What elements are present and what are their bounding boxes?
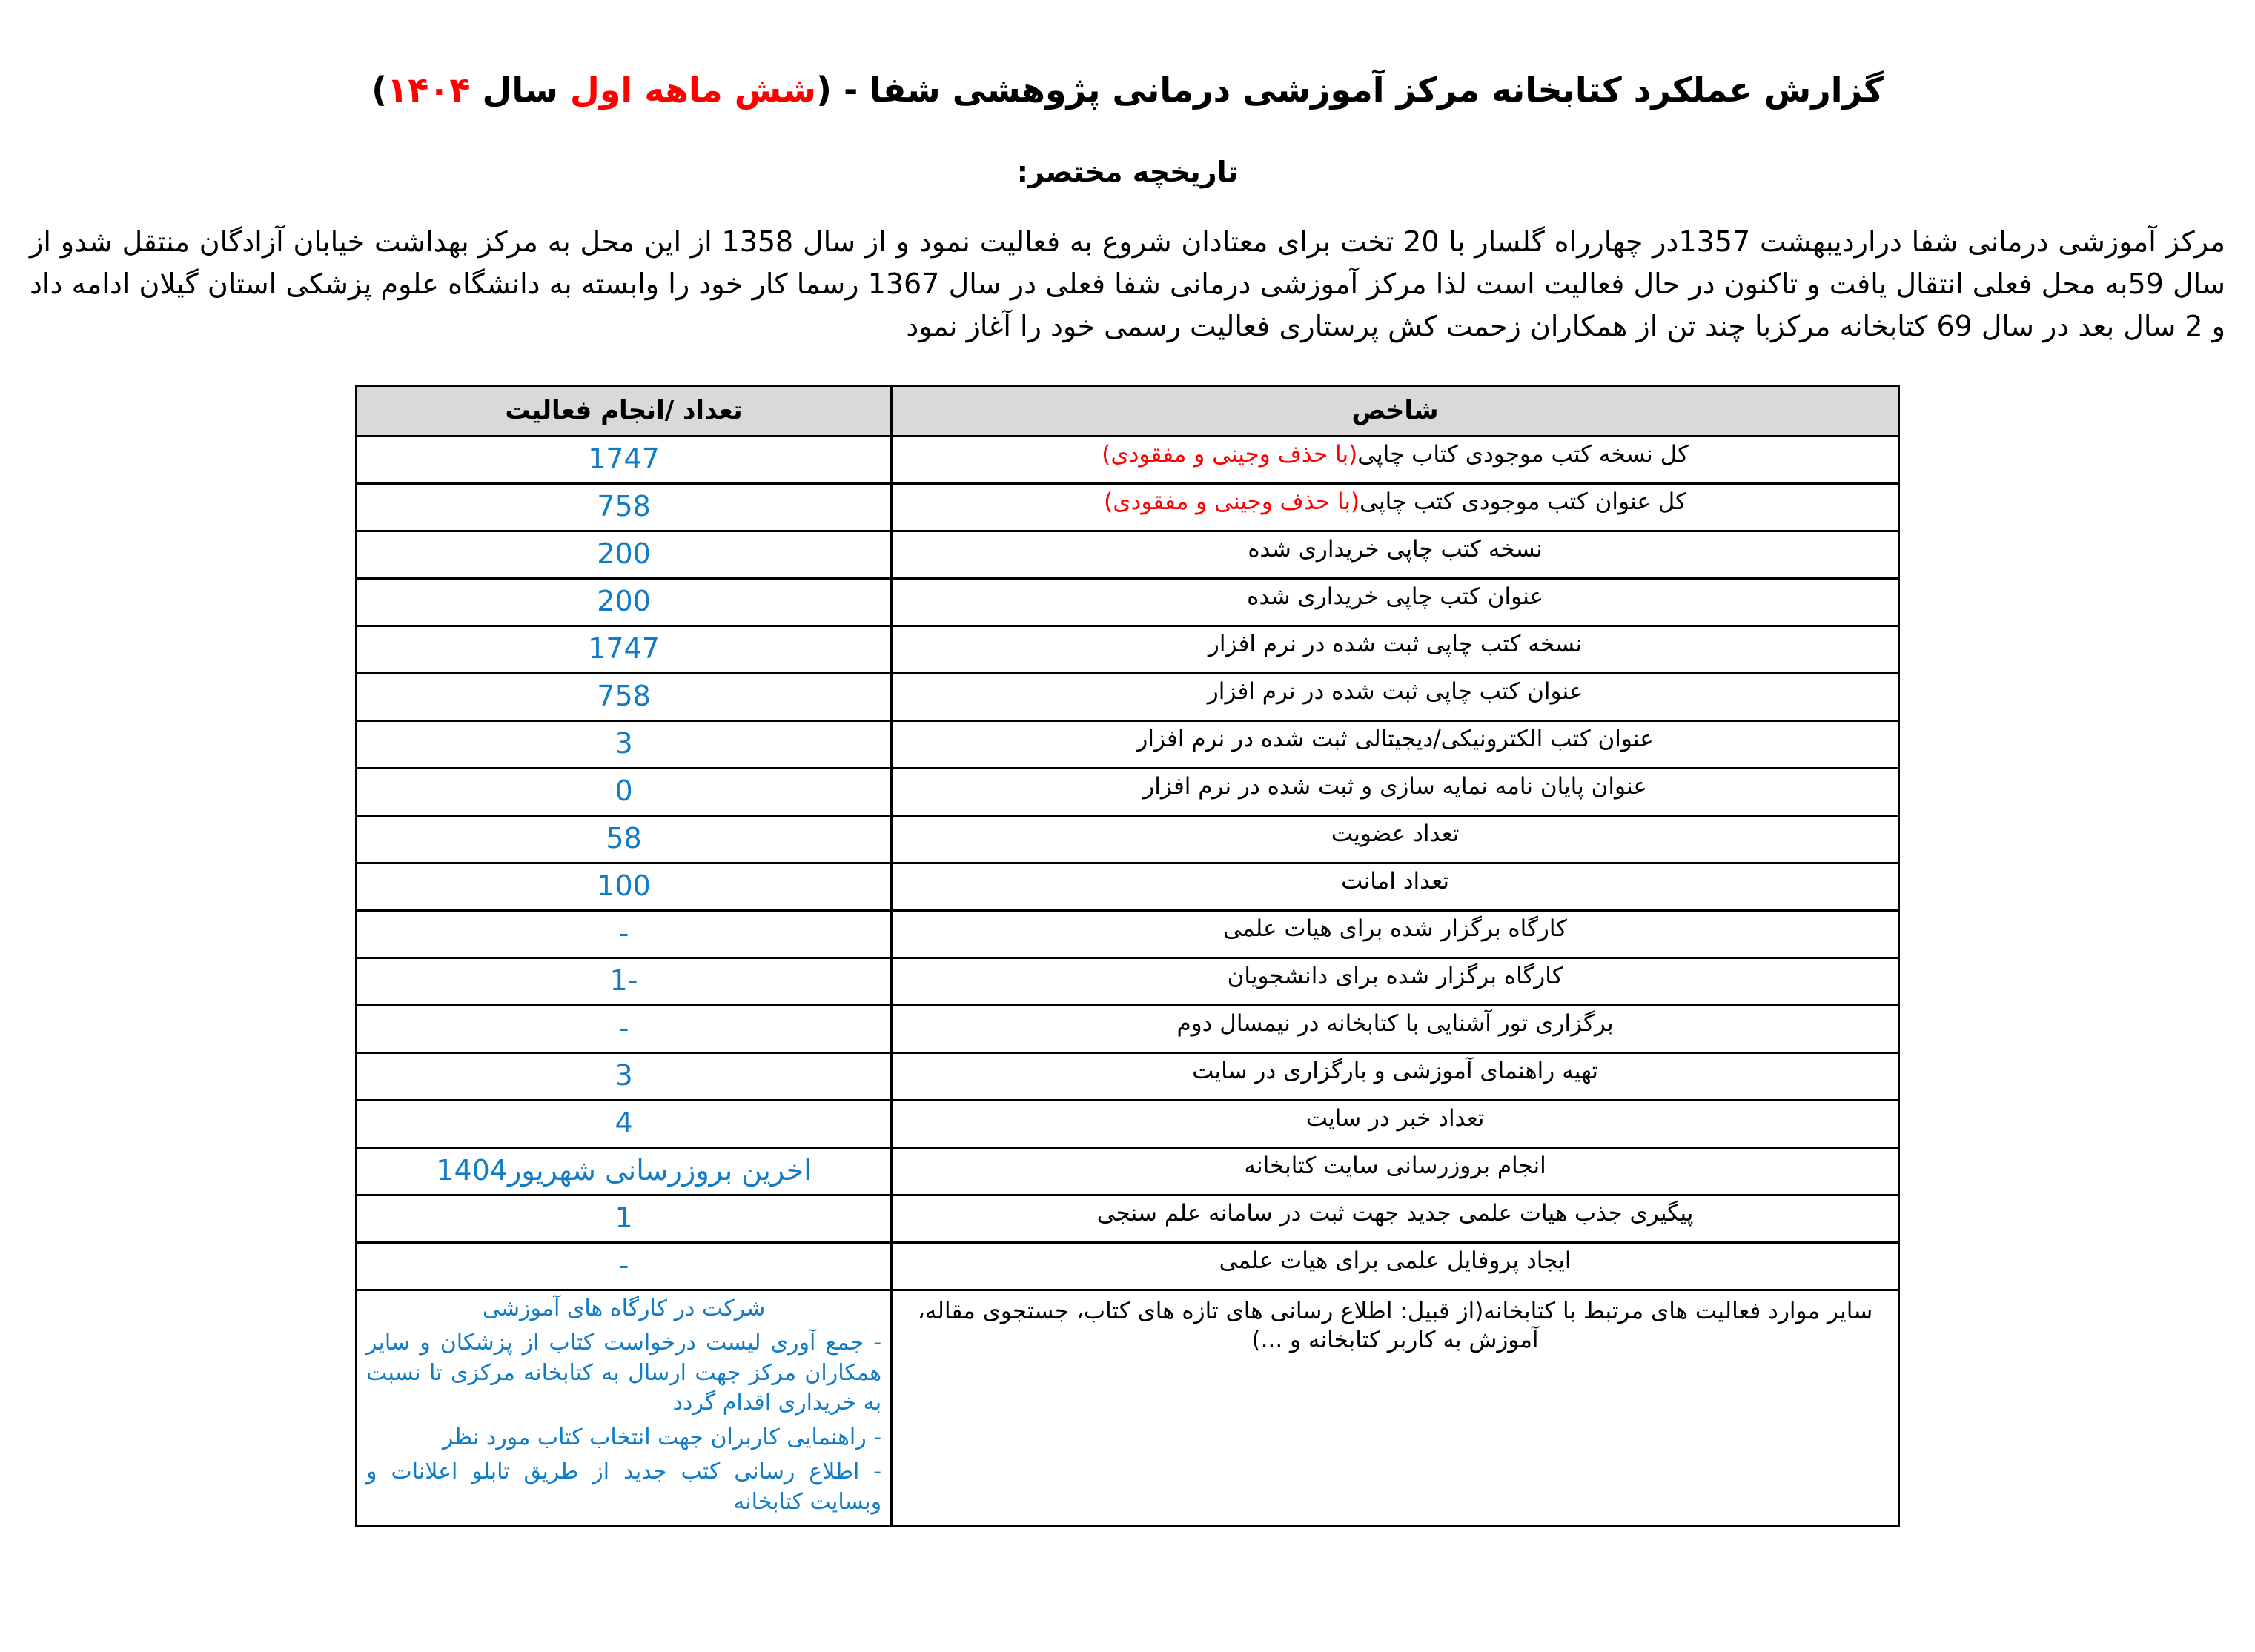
row-label: تعداد خبر در سایت xyxy=(892,1100,1899,1147)
row-label-red-note: (با حذف وجینی و مفقودی) xyxy=(1102,440,1358,468)
row-value: 758 xyxy=(357,483,892,531)
row-label xyxy=(892,436,1899,483)
history-paragraph: مرکز آموزشی درمانی شفا دراردیبهشت 1357در چهارراه گلسار با 20 تخت برای معتادان شروع به فعالیت نمود و از سال 1358 از این محل به مرکز بهداشت خیابان آزادگان منتقل شدو از سال 59به محل فعلی انتقال یافت و تاکنون در حال فعالیت است لذا مرکز آموزشی درمانی شفا فعلی در سال 1367 رسما کار خود را وابسته به دانشگاه علوم پزشکی استان گیلان ادامه داد و 2 سال بعد در سال 69 کتابخانه مرکزبا چند تن از همکاران زحمت کش پرستاری فعالیت رسمی خود را آغاز نمود xyxy=(30,225,2225,342)
row-label xyxy=(892,483,1899,531)
row-value: 3 xyxy=(357,1052,892,1100)
table-row xyxy=(357,910,1899,958)
title-year-highlight: ۱۴۰۴ xyxy=(387,70,471,110)
row-label: برگزاری تور آشنایی با کتابخانه در نیمسال دوم xyxy=(892,1005,1899,1052)
title-text-main: گزارش عملکرد کتابخانه مرکز آموزشی درمانی پژوهشی شفا - ( xyxy=(816,70,1884,110)
title-close-paren: ) xyxy=(371,70,388,110)
row-label: ایجاد پروفایل علمی برای هیات علمی xyxy=(892,1242,1899,1290)
table-row-other-activities xyxy=(357,1290,1899,1526)
activity-item: - جمع آوری لیست درخواست کتاب از پزشکان و سایر همکاران مرکز جهت ارسال به کتابخانه مرکزی تا نسبت به خریداری اقدام گردد xyxy=(366,1330,882,1416)
row-label: عنوان کتب الکترونیکی/دیجیتالی ثبت شده در نرم افزار xyxy=(892,720,1899,768)
report-table xyxy=(355,385,1900,1527)
row-value: 1- xyxy=(357,958,892,1005)
row-value: 4 xyxy=(357,1100,892,1147)
table-row xyxy=(357,1005,1899,1052)
table-row xyxy=(357,958,1899,1005)
table-row xyxy=(357,1242,1899,1290)
table-row xyxy=(357,720,1899,768)
title-text-year-word: سال xyxy=(470,70,570,110)
row-value: 200 xyxy=(357,531,892,578)
table-row xyxy=(357,626,1899,673)
report-table-header xyxy=(357,385,1899,436)
activities-list xyxy=(357,1290,892,1526)
table-row xyxy=(357,815,1899,863)
row-value: 1 xyxy=(357,1195,892,1242)
row-label: عنوان کتب چاپی خریداری شده xyxy=(892,578,1899,626)
row-value: 58 xyxy=(357,815,892,863)
row-label: تعداد امانت xyxy=(892,863,1899,910)
row-label: کارگاه برگزار شده برای هیات علمی xyxy=(892,910,1899,958)
header-indicator: شاخص xyxy=(892,385,1899,436)
activity-item: شرکت در کارگاه های آموزشی xyxy=(482,1295,766,1321)
table-row xyxy=(357,768,1899,815)
table-row xyxy=(357,1147,1899,1195)
row-label-text: کل نسخه کتب موجودی کتاب چاپی xyxy=(1357,440,1689,468)
row-label-red-note: (با حذف وجینی و مفقودی) xyxy=(1104,488,1360,515)
row-value: 200 xyxy=(357,578,892,626)
row-label: پیگیری جذب هیات علمی جدید جهت ثبت در سامانه علم سنجی xyxy=(892,1195,1899,1242)
table-row xyxy=(357,578,1899,626)
row-value: 758 xyxy=(357,673,892,720)
row-label: نسخه کتب چاپی ثبت شده در نرم افزار xyxy=(892,626,1899,673)
row-value: 3 xyxy=(357,720,892,768)
row-value: 1747 xyxy=(357,436,892,483)
row-label: انجام بروزرسانی سایت کتابخانه xyxy=(892,1147,1899,1195)
history-heading: تاریخچه مختصر: xyxy=(1016,155,1239,188)
table-row xyxy=(357,436,1899,483)
row-value: 1747 xyxy=(357,626,892,673)
activity-item: - راهنمایی کاربران جهت انتخاب کتاب مورد نظر xyxy=(442,1424,882,1450)
row-label: تعداد عضویت xyxy=(892,815,1899,863)
header-count: تعداد /انجام فعالیت xyxy=(357,385,892,436)
activity-item: - اطلاع رسانی کتب جدید از طریق تابلو اعلانات و وبسایت کتابخانه xyxy=(366,1459,882,1515)
row-label: نسخه کتب چاپی خریداری شده xyxy=(892,531,1899,578)
row-label: عنوان کتب چاپی ثبت شده در نرم افزار xyxy=(892,673,1899,720)
row-label: تهیه راهنمای آموزشی و بارگزاری در سایت xyxy=(892,1052,1899,1100)
row-label-text: کل عنوان کتب موجودی کتب چاپی xyxy=(1360,488,1686,515)
row-label: عنوان پایان نامه نمایه سازی و ثبت شده در نرم افزار xyxy=(892,768,1899,815)
table-row xyxy=(357,531,1899,578)
table-row xyxy=(357,483,1899,531)
title-period-highlight: شش ماهه اول xyxy=(569,70,817,110)
row-value: 100 xyxy=(357,863,892,910)
table-row xyxy=(357,1100,1899,1147)
row-value: - xyxy=(357,1242,892,1290)
row-value: 0 xyxy=(357,768,892,815)
row-value: اخرین بروزرسانی شهریور1404 xyxy=(357,1147,892,1195)
row-value: - xyxy=(357,910,892,958)
table-row xyxy=(357,673,1899,720)
table-row xyxy=(357,1052,1899,1100)
row-label: سایر موارد فعالیت های مرتبط با کتابخانه(از قبیل: اطلاع رسانی های تازه های کتاب، جستجوی مقاله، آموزش به کاربر کتابخانه و ...) xyxy=(892,1290,1899,1526)
row-label: کارگاه برگزار شده برای دانشجویان xyxy=(892,958,1899,1005)
table-row xyxy=(357,863,1899,910)
table-row xyxy=(357,1195,1899,1242)
page-title xyxy=(0,0,2255,113)
row-value: - xyxy=(357,1005,892,1052)
